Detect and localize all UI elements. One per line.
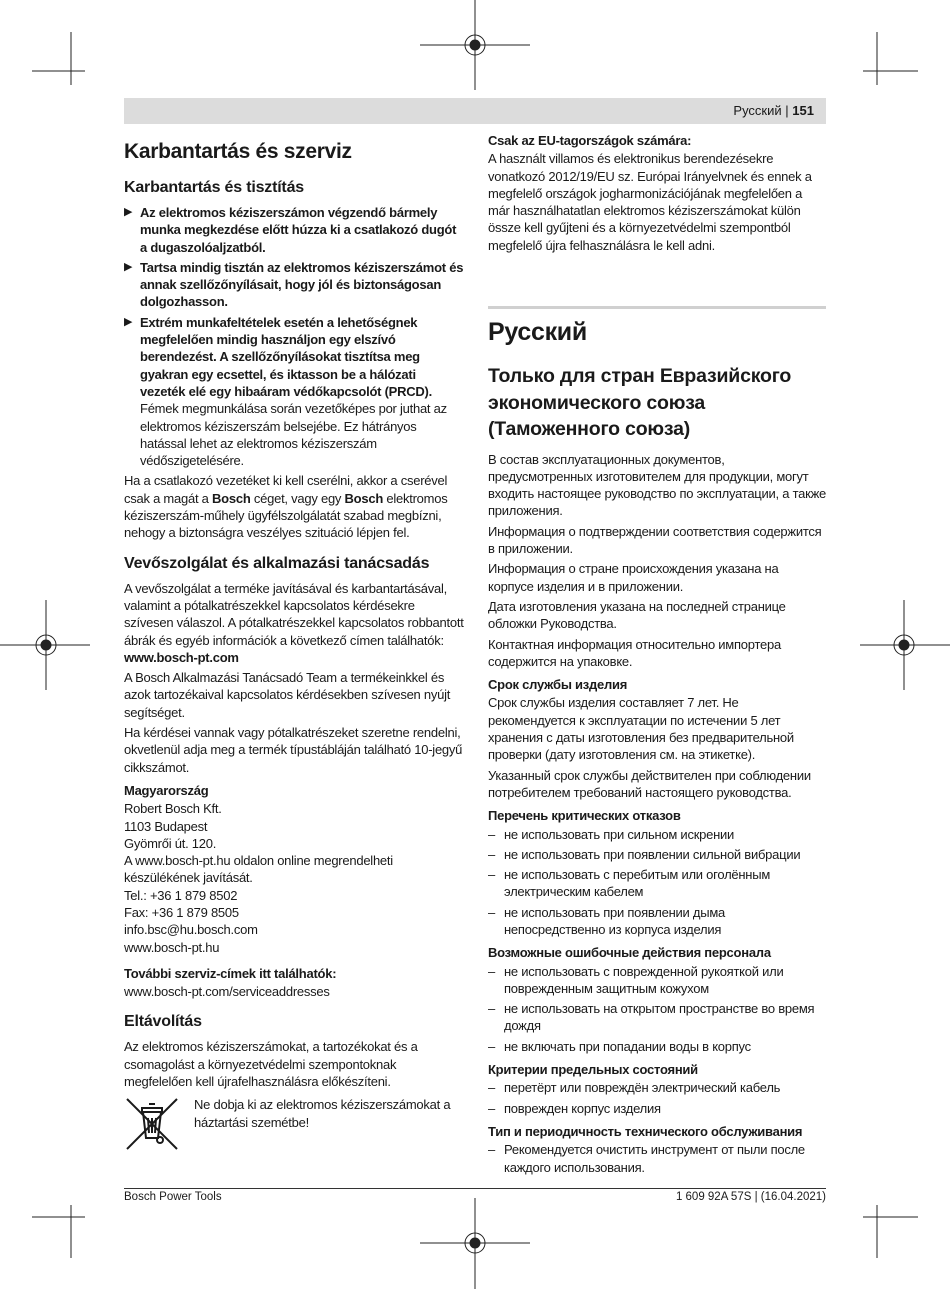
footer-doc-number: 1 609 92A 57S | (16.04.2021): [675, 1191, 826, 1203]
triangle-bullet-icon: ▶: [124, 206, 133, 218]
service-url: www.bosch-pt.com: [124, 649, 239, 665]
weee-text: Ne dobja ki az elektromos kéziszerszámokat a háztartási szemétbe!: [194, 1097, 451, 1130]
more-addresses-url: www.bosch-pt.com/serviceaddresses: [124, 984, 330, 1000]
eu-heading: Csak az EU-tagországok számára:: [488, 133, 692, 148]
cable-replacement-text: Ha a csatlakozó vezetéket ki kell cserélni, akkor a cserével csak a magát a Bosch céget, vagy egy Bosch elektromos kéziszerszám-műhely ügyfélszolgálatát szabad megbízni, nehogy a biztonságra veszélyes szituáció lépjen fel.: [124, 473, 448, 541]
eu-paragraph: A használt villamos és elektronikus berendezésekre vonatkozó 2012/19/EU sz. Európai Irányelvnek és ennek a megfelelő országok jogharmonizációjának megfelelően a már használhatatlan elektromos kéziszerszámokat külön össze kell gyűjteni és a környezetvédelmi szempontból megfelelő újra felhasználásra le kell adni.: [488, 151, 812, 253]
bullet-item: [124, 314, 464, 470]
registration-mark-icon: [420, 1198, 530, 1289]
list-item: – не использовать при сильном искрении: [488, 826, 735, 842]
address-line: info.bsc@hu.bosch.com: [124, 922, 258, 938]
page-header: [124, 98, 826, 124]
crossed-out-wheelie-bin-icon: [124, 1096, 182, 1152]
ru-paragraph: Информация о стране происхождения указана на корпусе изделия и в приложении.: [488, 561, 779, 594]
header-language: Русский: [733, 103, 782, 118]
address-line: 1103 Budapest: [124, 818, 208, 834]
failures-heading: Перечень критических отказов: [488, 808, 681, 824]
header-separator: |: [785, 103, 789, 118]
list-item: – не использовать при появлении сильной вибрации: [488, 846, 801, 862]
list-item: – не использовать с перебитым или оголённым электрическим кабелем: [488, 867, 771, 900]
lifetime-heading: Срок службы изделия: [488, 677, 628, 693]
left-column: [124, 132, 464, 1152]
limits-heading: Критерии предельных состояний: [488, 1062, 698, 1078]
list-item: – не использовать при появлении дыма непосредственно из корпуса изделия: [488, 904, 725, 937]
ru-paragraph: Контактная информация относительно импортера содержится на упаковке.: [488, 636, 781, 669]
list-item: – перетёрт или повреждён электрический кабель: [488, 1080, 781, 1096]
address-line: Fax: +36 1 879 8505: [124, 904, 239, 920]
more-addresses-heading: További szerviz-címek itt találhatók:: [124, 965, 337, 981]
section-divider: [488, 306, 826, 309]
list-item: – поврежден корпус изделия: [488, 1100, 661, 1116]
ru-paragraph: В состав эксплуатационных документов, предусмотренных изготовителем для продукции, могут входить настоящее руководство по эксплуатации, а также приложения.: [488, 451, 826, 519]
triangle-bullet-icon: ▶: [124, 315, 133, 328]
country-heading: Magyarország: [124, 782, 209, 798]
registration-mark-icon: [420, 0, 530, 90]
address-line: Gyömrői út. 120.: [124, 835, 217, 851]
maintenance-heading: Karbantartás és tisztítás: [124, 179, 304, 196]
disposal-heading: Eltávolítás: [124, 1013, 202, 1031]
registration-mark-icon: [860, 600, 950, 690]
list-item: – не использовать на открытом пространстве во время дождя: [488, 1001, 815, 1034]
lifetime-paragraph: Срок службы изделия составляет 7 лет. Не рекомендуется к эксплуатации по истечении 5 лет хранения с даты изготовления без предварительной проверки (дату изготовления см. на этикетке).: [488, 695, 794, 763]
service-paragraph: A Bosch Alkalmazási Tanácsadó Team a termékeinkkel és azok tartozékaival kapcsolatos kérdésekben szívesen nyújt segítséget.: [124, 670, 451, 720]
language-section-title: Русский: [488, 318, 587, 347]
service-paragraph: A vevőszolgálat a terméke javításával és karbantartásával, valamint a pótalkatrészekkel kapcsolatos kérdésekre szívesen válaszol. A pótalkatrészekkel kapcsolatos robbantott ábrák és egyéb információk a következő címen találhatók: www.bosch-pt.com: [124, 580, 464, 665]
errors-heading: Возможные ошибочные действия персонала: [488, 945, 771, 961]
bullet-text: Az elektromos kéziszerszámon végzendő bármely munka megkezdése előtt húzza ki a csatlakozó dugót a dugaszolóaljzatból.: [140, 205, 457, 255]
address-line: Tel.: +36 1 879 8502: [124, 887, 238, 903]
bullet-text: [140, 314, 464, 470]
address-line: A www.bosch-pt.hu oldalon online megrendelheti készülékének javítását.: [124, 853, 393, 886]
address-line: www.bosch-pt.hu: [124, 939, 220, 955]
lifetime-paragraph: Указанный срок службы действителен при соблюдении потребителем требований настоящего руководства.: [488, 767, 811, 800]
footer-divider: [124, 1188, 826, 1189]
list-item: – Рекомендуется очистить инструмент от пыли после каждого использования.: [488, 1142, 805, 1175]
page-number: 151: [792, 103, 814, 118]
section-title: Karbantartás és szerviz: [124, 140, 352, 163]
eaeu-heading: Только для стран Евразийского экономического союза (Таможенного союза): [488, 365, 792, 441]
footer-brand: Bosch Power Tools: [124, 1191, 222, 1203]
bullet-normal-text: Fémek megmunkálása során vezetőképes por juthat az elektromos kéziszerszám belsejébe. Ez hátrányos hatással lehet az elektromos kéziszerszám védőszigetelésére.: [140, 401, 447, 469]
maintenance-type-heading: Тип и периодичность технического обслуживания: [488, 1123, 803, 1139]
disposal-paragraph: Az elektromos kéziszerszámokat, a tartozékokat és a csomagolást a környezetvédelmi szempontoknak megfelelően kell újrafelhasználásra előkészíteni.: [124, 1039, 418, 1090]
ru-paragraph: Дата изготовления указана на последней странице обложки Руководства.: [488, 598, 786, 632]
address-block: [124, 800, 464, 956]
registration-mark-icon: [0, 600, 90, 690]
right-column: [488, 132, 826, 1179]
triangle-bullet-icon: ▶: [124, 260, 133, 273]
list-item: – не включать при попадании воды в корпус: [488, 1038, 751, 1054]
ru-paragraph: Информация о подтверждении соответствия содержится в приложении.: [488, 523, 822, 557]
bullet-item: [124, 259, 464, 311]
service-paragraph: Ha kérdései vannak vagy pótalkatrészeket szeretne rendelni, okvetlenül adja meg a termék típustábláján található 10-jegyű cikkszámot.: [124, 725, 463, 775]
weee-notice: [124, 1096, 464, 1152]
bullet-bold-text: Extrém munkafeltételek esetén a lehetőségnek megfelelően mindig használjon egy elszívó berendezést. A szellőzőnyílásokat tisztítsa meg gyakran egy ecsettel, és iktasson be a hálózati vezeték elé egy hibaáram védőkapcsolót (PRCD).: [140, 314, 432, 399]
bullet-text: Tartsa mindig tisztán az elektromos kéziszerszámot és annak szellőzőnyílásait, hogy jól és biztonságosan dolgozhasson.: [140, 259, 464, 310]
bullet-item: [124, 204, 464, 256]
service-heading: Vevőszolgálat és alkalmazási tanácsadás: [124, 554, 430, 572]
page-header-text: [733, 103, 814, 119]
address-line: Robert Bosch Kft.: [124, 801, 222, 817]
list-item: – не использовать с поврежденной рукояткой или поврежденным защитным кожухом: [488, 963, 784, 996]
